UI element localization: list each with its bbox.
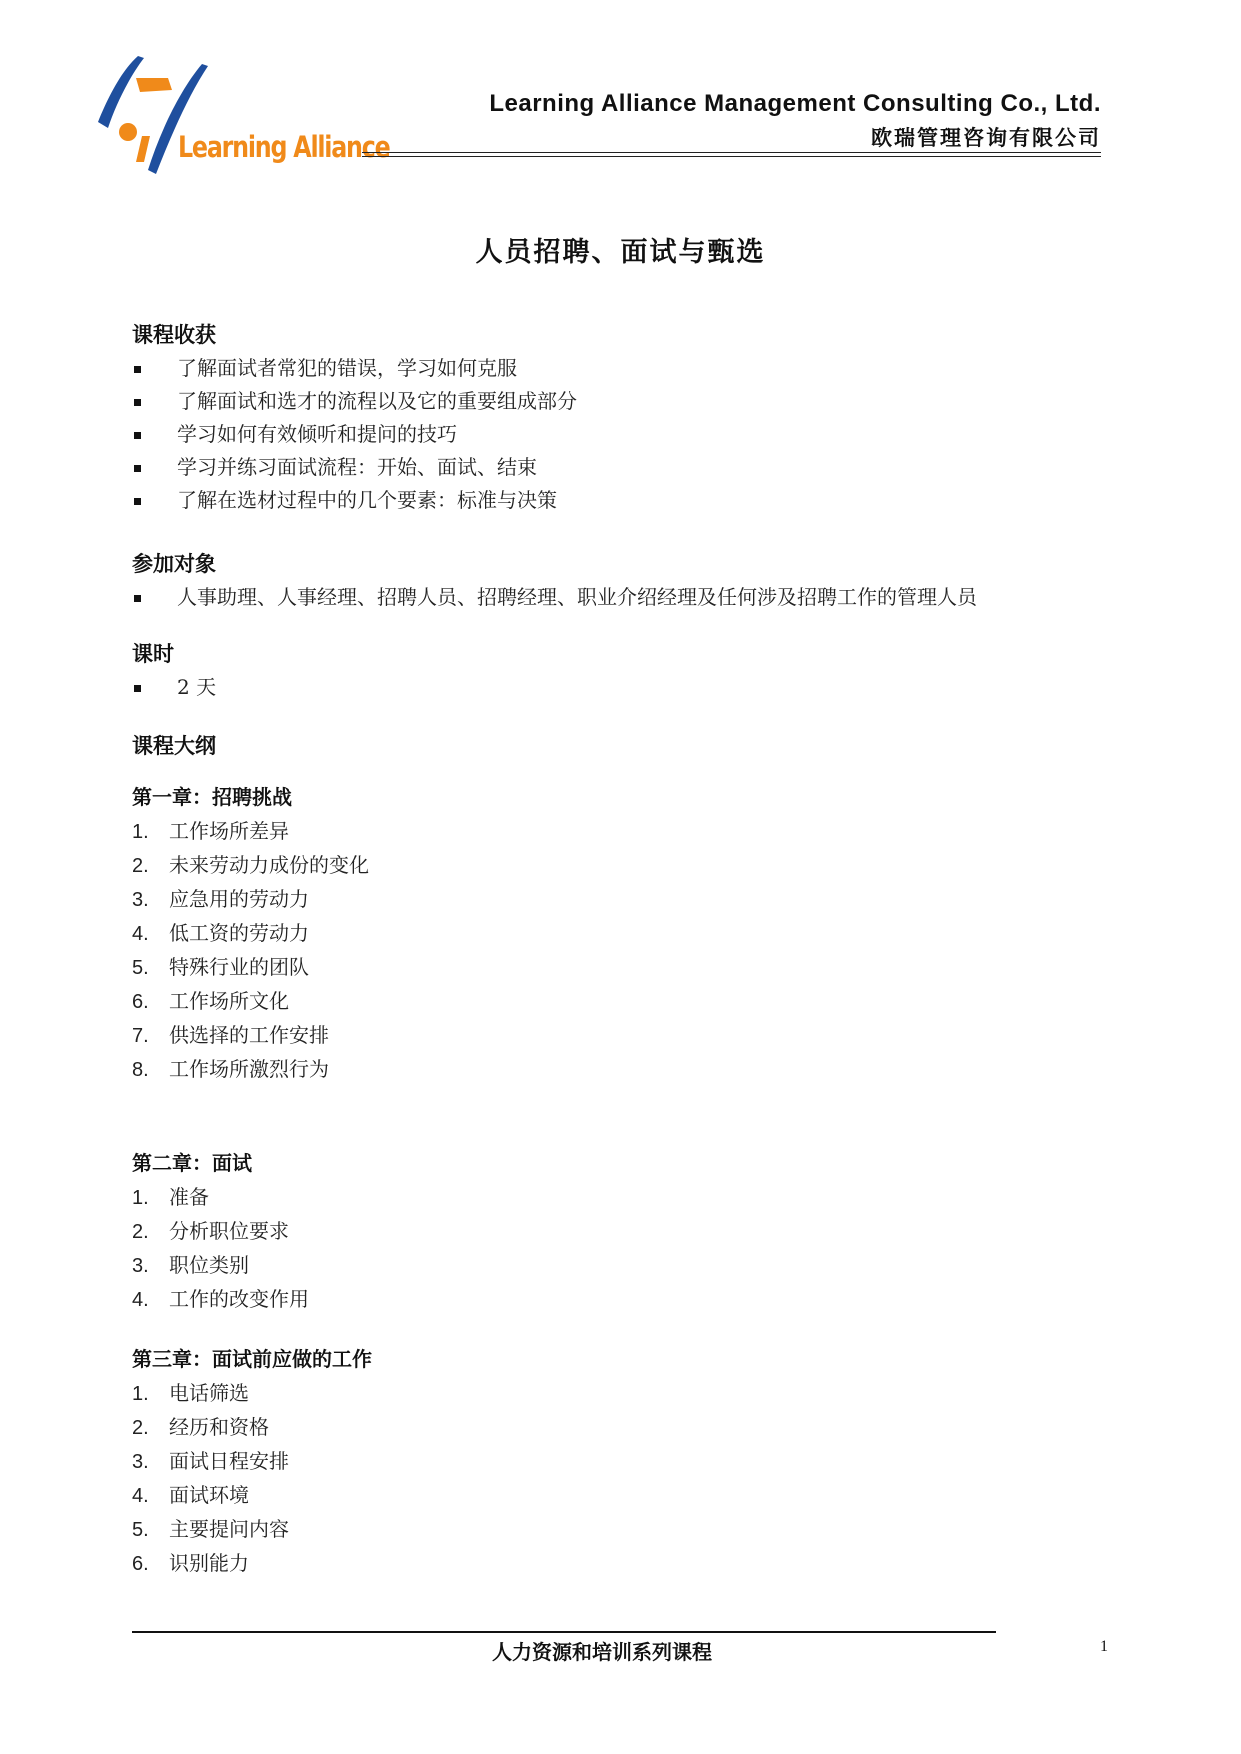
page-header (0, 0, 1241, 200)
list-item: 6. 工作场所文化 (132, 989, 289, 1013)
chapter-3-title: 第三章：面试前应做的工作 (132, 1347, 372, 1371)
list-item: 2. 分析职位要求 (132, 1219, 289, 1243)
learning-alliance-logo (90, 52, 390, 202)
list-item: 人事助理、人事经理、招聘人员、招聘经理、职业介绍经理及任何涉及招聘工作的管理人员 (132, 581, 1112, 614)
footer-divider (132, 1631, 996, 1633)
list-item: 学习如何有效倾听和提问的技巧 (132, 418, 1112, 451)
list-item: 1. 工作场所差异 (132, 819, 289, 843)
gains-list (132, 352, 1112, 517)
section-heading-outline: 课程大纲 (132, 733, 216, 758)
company-name-chinese: 欧瑞管理咨询有限公司 (871, 125, 1101, 150)
chapter-3-list (132, 1376, 1112, 1580)
page-number: 1 (1100, 1638, 1108, 1655)
list-item: 3. 应急用的劳动力 (132, 887, 309, 911)
company-name-english: Learning Alliance Management Consulting Co., Ltd. (489, 90, 1101, 117)
list-item: 了解面试者常犯的错误，学习如何克服 (132, 352, 1112, 385)
footer-series-title: 人力资源和培训系列课程 (492, 1640, 712, 1664)
list-item: 8. 工作场所激烈行为 (132, 1057, 329, 1081)
document-body (132, 318, 1112, 1580)
list-item: 4. 面试环境 (132, 1483, 249, 1507)
logo-text: Learning Alliance (178, 130, 390, 164)
chapter-2-list (132, 1180, 1112, 1316)
chapter-2-title: 第二章：面试 (132, 1151, 252, 1175)
logo-swoosh-icon (90, 52, 370, 202)
list-item: 5. 特殊行业的团队 (132, 955, 309, 979)
list-item: 2 天 (132, 671, 1112, 704)
list-item: 6. 识别能力 (132, 1551, 249, 1575)
duration-list (132, 671, 1112, 704)
list-item: 了解在选材过程中的几个要素：标准与决策 (132, 484, 1112, 517)
header-divider (362, 152, 1101, 157)
section-heading-duration: 课时 (132, 641, 174, 666)
list-item: 3. 面试日程安排 (132, 1449, 289, 1473)
section-heading-gains: 课程收获 (132, 322, 216, 347)
list-item: 2. 未来劳动力成份的变化 (132, 853, 369, 877)
list-item: 5. 主要提问内容 (132, 1517, 289, 1541)
audience-list (132, 581, 1112, 614)
list-item: 4. 工作的改变作用 (132, 1287, 309, 1311)
chapter-1-list (132, 814, 1112, 1086)
list-item: 4. 低工资的劳动力 (132, 921, 309, 945)
list-item: 1. 准备 (132, 1185, 209, 1209)
section-heading-audience: 参加对象 (132, 551, 216, 576)
list-item: 7. 供选择的工作安排 (132, 1023, 329, 1047)
list-item: 2. 经历和资格 (132, 1415, 269, 1439)
list-item: 学习并练习面试流程：开始、面试、结束 (132, 451, 1112, 484)
list-item: 了解面试和选才的流程以及它的重要组成部分 (132, 385, 1112, 418)
list-item: 1. 电话筛选 (132, 1381, 249, 1405)
list-item: 3. 职位类别 (132, 1253, 249, 1277)
document-title: 人员招聘、面试与甄选 (475, 237, 766, 268)
chapter-1-title: 第一章：招聘挑战 (132, 785, 292, 809)
